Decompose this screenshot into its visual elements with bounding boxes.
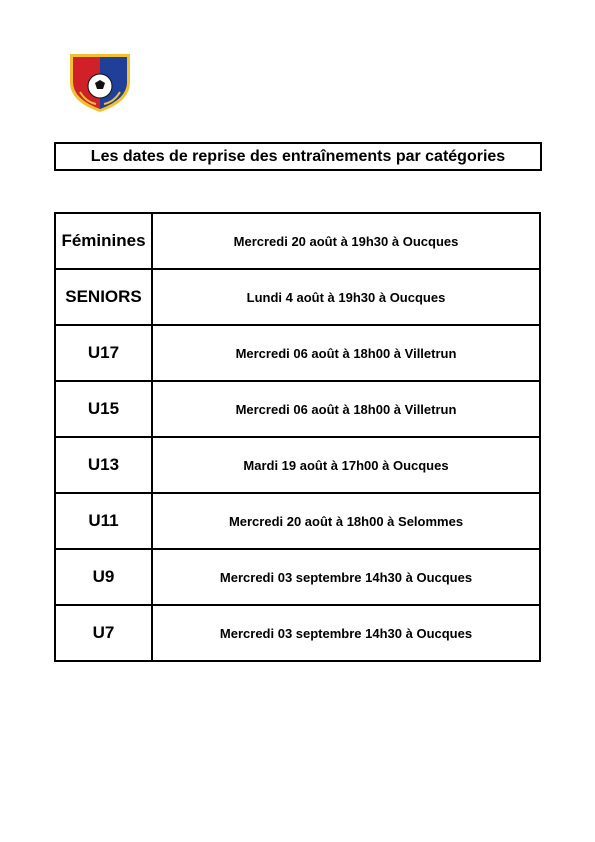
table-row xyxy=(55,269,540,325)
training-schedule-table xyxy=(54,212,541,662)
category-cell: U13 xyxy=(55,437,152,493)
table-row xyxy=(55,213,540,269)
table-row xyxy=(55,493,540,549)
category-cell: U7 xyxy=(55,605,152,661)
date-cell: Mercredi 03 septembre 14h30 à Oucques xyxy=(152,605,540,661)
category-cell: U17 xyxy=(55,325,152,381)
date-cell: Lundi 4 août à 19h30 à Oucques xyxy=(152,269,540,325)
club-logo xyxy=(66,52,134,114)
category-cell: U9 xyxy=(55,549,152,605)
date-cell: Mercredi 03 septembre 14h30 à Oucques xyxy=(152,549,540,605)
category-cell: SENIORS xyxy=(55,269,152,325)
table-row xyxy=(55,325,540,381)
category-cell: U11 xyxy=(55,493,152,549)
club-crest-icon xyxy=(66,52,134,114)
category-cell: U15 xyxy=(55,381,152,437)
date-cell: Mercredi 06 août à 18h00 à Villetrun xyxy=(152,325,540,381)
page-title: Les dates de reprise des entraînements par catégories xyxy=(54,142,542,171)
date-cell: Mercredi 20 août à 19h30 à Oucques xyxy=(152,213,540,269)
category-cell: Féminines xyxy=(55,213,152,269)
date-cell: Mardi 19 août à 17h00 à Oucques xyxy=(152,437,540,493)
date-cell: Mercredi 20 août à 18h00 à Selommes xyxy=(152,493,540,549)
table-row xyxy=(55,381,540,437)
table-row xyxy=(55,549,540,605)
date-cell: Mercredi 06 août à 18h00 à Villetrun xyxy=(152,381,540,437)
table-row xyxy=(55,437,540,493)
table-row xyxy=(55,605,540,661)
